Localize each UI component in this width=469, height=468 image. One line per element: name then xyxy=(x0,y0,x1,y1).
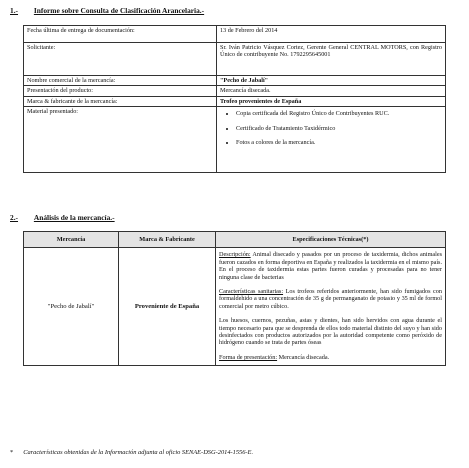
description-text: Animal disecado y pasados por un proceso de taxidermia, dichos animales fueron cazados en forma deportiva en España y realizados la taxidermia en el mismo país. En el proceso de taxidermia estas partes fueron curadas y procesadas para no tener ninguna clase de bacterias xyxy=(219,251,442,281)
list-item: • Copia certificada del Registro Único de Contribuyentes RUC. xyxy=(236,110,442,117)
row-value: Mercancía disecada. xyxy=(217,86,446,96)
header-fabricante: Marca & Fabricante xyxy=(119,232,216,248)
row-label: Presentación del producto: xyxy=(24,86,217,96)
fabricante-cell: Proveniente de España xyxy=(119,248,216,366)
header-row xyxy=(24,232,446,248)
list-item: • Fotos a colores de la mercancía. xyxy=(236,139,442,146)
row-label: Material presentado: xyxy=(24,107,217,173)
footnote-text: Características obtenidas de la Información adjunta al oficio SENAE-DSG-2014-1556-E. xyxy=(23,449,254,456)
row-value: 13 de Febrero del 2014 xyxy=(217,26,446,43)
description-label: Descripción: xyxy=(219,251,251,259)
description-paragraph xyxy=(219,251,442,281)
material-list xyxy=(220,110,442,146)
bones-paragraph: Los huesos, cuernos, pezuñas, astas y dientes, han sido hervidos con agua durante el tiempo necesario para que se desprenda de ellos todo material distinto del suyo y han sido desinfectados con productos autorizados por la autoridad competente como peróxido de hidrógeno cuando se trata de partes óseas xyxy=(219,317,442,347)
sanitary-paragraph xyxy=(219,288,442,310)
row-value: Sr. Iván Patricio Vásquez Cortez, Gerente General CENTRAL MOTORS, con Registro Único de contribuyente No. 1792295645001 xyxy=(217,43,446,76)
row-label: Solicitante: xyxy=(24,43,217,76)
row-label: Marca & fabricante de la mercancía: xyxy=(24,96,217,106)
row-label: Nombre comercial de la mercancía: xyxy=(24,76,217,86)
table-row xyxy=(24,86,446,96)
table-row xyxy=(24,96,446,106)
section-1-number: 1.- xyxy=(10,6,19,15)
row-value: Trofeo provenientes de España xyxy=(217,96,446,106)
row-label: Fecha última de entrega de documentación: xyxy=(24,26,217,43)
section-2-heading xyxy=(10,213,115,222)
merchandise-analysis-table xyxy=(23,231,446,366)
sanitary-text: Los trofeos referidos anteriormente, han sido fumigados con formaldehido a una concentración de 35 g de permanganato de potasio y 35 ml de formol comercial por metro cúbico. xyxy=(219,288,442,310)
consultation-info-table xyxy=(23,25,446,173)
table-row xyxy=(24,26,446,43)
header-especificaciones: Especificaciones Técnicas(*) xyxy=(216,232,446,248)
section-1-title: Informe sobre Consulta de Clasificación Arancelaria.- xyxy=(33,6,205,15)
footnote xyxy=(10,449,253,456)
table-row xyxy=(24,43,446,76)
row-value xyxy=(217,107,446,173)
presentation-label: Forma de presentación: xyxy=(219,353,278,361)
row-value: "Pecho de Jabalí" xyxy=(217,76,446,86)
table-row xyxy=(24,76,446,86)
footnote-marker: * xyxy=(10,449,14,456)
section-2-number: 2.- xyxy=(10,213,19,222)
presentation-text: Mercancía disecada. xyxy=(277,353,330,361)
section-1-heading xyxy=(10,6,204,15)
table-row xyxy=(24,107,446,173)
presentation-paragraph xyxy=(219,354,442,361)
table-row xyxy=(24,248,446,366)
specs-cell xyxy=(216,248,446,366)
header-mercancia: Mercancía xyxy=(24,232,119,248)
mercancia-cell: "Pecho de Jabalí" xyxy=(24,248,119,366)
sanitary-label: Características sanitarias: xyxy=(219,288,284,296)
list-item: • Certificado de Tratamiento Taxidérmico xyxy=(236,125,442,132)
section-2-title: Análisis de la mercancía.- xyxy=(33,213,115,222)
